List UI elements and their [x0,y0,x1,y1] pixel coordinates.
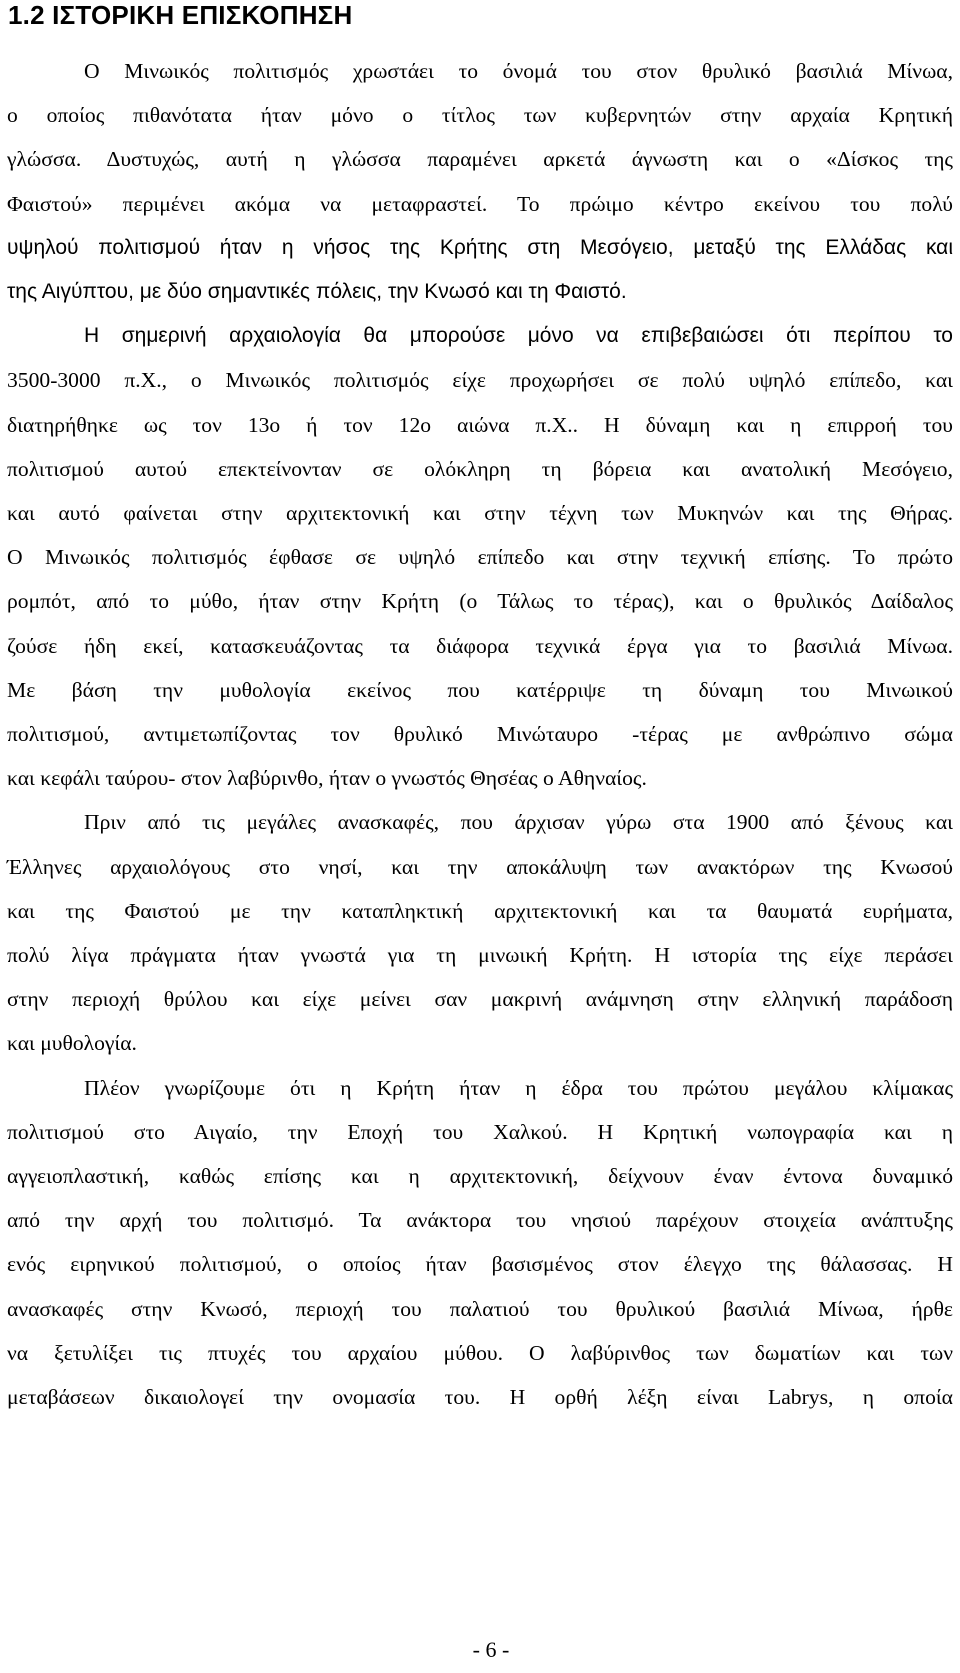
text-line: και της Φαιστού με την καταπληκτική αρχιτεκτονική και τα θαυματά ευρήματα, [7,898,953,923]
text-line: Με βάση την μυθολογία εκείνος που κατέρριψε τη δύναμη του Μινωικού [7,677,953,702]
text-line: πολιτισμού αυτού επεκτείνονταν σε ολόκληρη τη βόρεια και ανατολική Μεσόγειο, [7,456,953,481]
text-line: να ξετυλίξει τις πτυχές του αρχαίου μύθου. Ο λαβύρινθος των δωματίων και των [7,1340,953,1365]
text-line: πολιτισμού, αντιμετωπίζοντας τον θρυλικό Μινώταυρο -τέρας με ανθρώπινο σώμα [7,722,953,747]
text-line: ζούσε ήδη εκεί, κατασκευάζοντας τα διάφορα τεχνικά έργα για το βασιλιά Μίνωα. [7,633,953,658]
text-line: στην περιοχή θρύλου και είχε μείνει σαν μακρινή ανάμνηση στην ελληνική παράδοση [7,987,953,1012]
paragraph-2 [7,314,953,800]
text-line: και αυτό φαίνεται στην αρχιτεκτονική και στην τέχνη των Μυκηνών και της Θήρας. [7,501,953,526]
text-line: 3500-3000 π.Χ., ο Μινωικός πολιτισμός είχε προχωρήσει σε πολύ υψηλό επίπεδο, και [7,368,953,393]
text-line: γλώσσα. Δυστυχώς, αυτή η γλώσσα παραμένει αρκετά άγνωστη και ο «Δίσκος της [7,147,953,172]
text-line: και μυθολογία. [7,1031,137,1056]
text-line: Πριν από τις μεγάλες ανασκαφές, που άρχισαν γύρω στα 1900 από ξένους και [84,810,953,835]
text-line: Ο Μινωικός πολιτισμός χρωστάει το όνομά του στον θρυλικό βασιλιά Μίνωα, [84,59,953,83]
text-line: ενός ειρηνικού πολιτισμού, ο οποίος ήταν βασισμένος στον έλεγχο της θάλασσας. Η [7,1252,953,1277]
text-line: από την αρχή του πολιτισμό. Τα ανάκτορα του νησιού παρέχουν στοιχεία ανάπτυξης [7,1208,953,1233]
text-line: αγγειοπλαστική, καθώς επίσης και η αρχιτεκτονική, δείχνουν έναν έντονα δυναμικό [7,1164,953,1189]
page-number: - 6 - [472,1637,510,1662]
section-heading: 1.2 ΙΣΤΟΡΙΚΗ ΕΠΙΣΚΟΠΗΣΗ [8,0,353,30]
text-line: Φαιστού» περιμένει ακόμα να μεταφραστεί. Το πρώιμο κέντρο εκείνου του πολύ [7,191,953,216]
text-line: ο οποίος πιθανότατα ήταν μόνο ο τίτλος των κυβερνητών στην αρχαία Κρητική [7,103,953,128]
text-line: Η σημερινή αρχαιολογία θα μπορούσε μόνο να επιβεβαιώσει ότι περίπου το [84,324,953,348]
text-line: μεταβάσεων δικαιολογεί την ονομασία του. Η ορθή λέξη είναι Labrys, η οποία [7,1385,953,1410]
text-line: πολύ λίγα πράγματα ήταν γνωστά για τη μινωική Κρήτη. Η ιστορία της είχε περάσει [7,943,953,968]
paragraph-1 [7,49,953,314]
text-line: και κεφάλι ταύρου- στον λαβύρινθο, ήταν ο γνωστός Θησέας ο Αθηναίος. [7,766,647,791]
text-line: Έλληνες αρχαιολόγους στο νησί, και την αποκάλυψη των ανακτόρων της Κνωσού [7,854,953,879]
text-line: Ο Μινωικός πολιτισμός έφθασε σε υψηλό επίπεδο και στην τεχνική επίσης. Το πρώτο [7,545,953,570]
text-line: υψηλού πολιτισμού ήταν η νήσος της Κρήτης στη Μεσόγειο, μεταξύ της Ελλάδας και [7,235,953,259]
text-line: Πλέον γνωρίζουμε ότι η Κρήτη ήταν η έδρα του πρώτου μεγάλου κλίμακας [84,1075,953,1100]
text-line: της Αιγύπτου, με δύο σημαντικές πόλεις, την Κνωσό και τη Φαιστό. [7,280,627,304]
text-line: διατηρήθηκε ως τον 13ο ή τον 12ο αιώνα π.Χ.. Η δύναμη και η επιρροή του [7,412,953,437]
paragraph-4 [7,1066,953,1420]
text-line: ρομπότ, από το μύθο, ήταν στην Κρήτη (ο Τάλως το τέρας), και ο θρυλικός Δαίδαλος [7,589,953,614]
body-text [7,49,953,1419]
text-line: ανασκαφές στην Κνωσό, περιοχή του παλατιού του θρυλικού βασιλιά Μίνωα, ήρθε [7,1296,953,1321]
paragraph-3 [7,800,953,1065]
text-line: πολιτισμού στο Αιγαίο, την Εποχή του Χαλκού. Η Κρητική νωπογραφία και η [7,1119,953,1144]
